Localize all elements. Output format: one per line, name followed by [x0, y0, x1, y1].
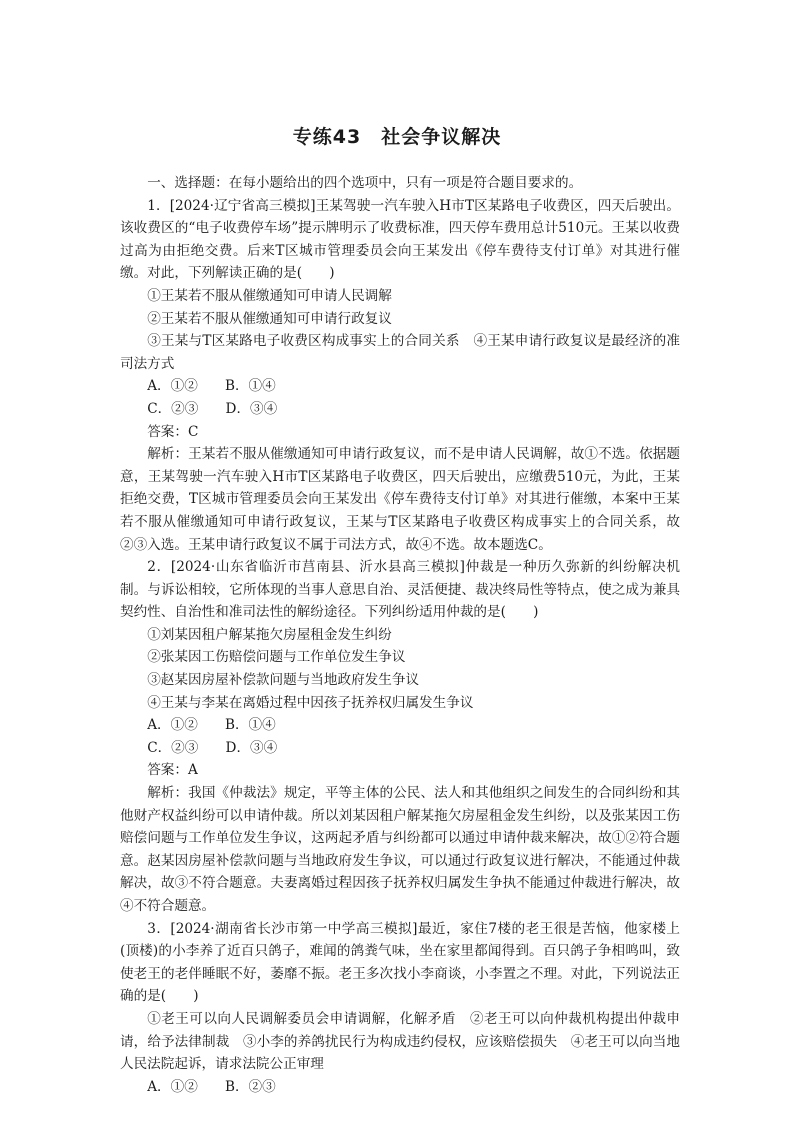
question-2-option: ④王某与李某在离婚过程中因孩子抚养权归属发生争议 — [147, 694, 474, 711]
question-2-stem: 2．[2024·山东省临沂市莒南县、沂水县高三模拟]仲裁是一种历久弥新的纠纷解决机制。与诉讼相较，它所体现的当事人意思自治、灵活便捷、裁决终局性等特点，使之成为兼具契约性、自治性和准司法性的解纷途径。下列纠纷适用仲裁的是( ) — [120, 559, 680, 621]
page-title: 专练43 社会争议解决 — [292, 126, 502, 148]
question-2-option: ②张某因工伤赔偿问题与工作单位发生争议 — [147, 649, 406, 666]
question-2-choices-ab: A．①② B．①④ — [147, 717, 276, 734]
question-1-choices-cd: C．②③ D．③④ — [147, 400, 278, 417]
section-heading: 一、选择题：在每小题给出的四个选项中，只有一项是符合题目要求的。 — [147, 175, 583, 191]
question-3-options: ①老王可以向人民调解委员会申请调解，化解矛盾 ②老王可以向仲裁机构提出仲裁申请，给予法律制裁 ③小李的养鸽扰民行为构成违约侵权，应该赔偿损失 ④老王可以向当地人民法院起诉，请求法院公正审理 — [120, 1010, 680, 1073]
document-body — [120, 172, 680, 1098]
question-1-analysis: 解析：王某若不服从催缴通知可申请行政复议，而不是申请人民调解，故①不选。依据题意，王某驾驶一汽车驶入H市T区某路电子收费区，四天后驶出，应缴费510元，为此，王某拒绝交费，T区城市管理委员会向王某发出《停车费待支付订单》对其进行催缴，本案中王某若不服从催缴通知可申请行政复议，王某与T区某路电子收费区构成事实上的合同关系，故②③入选。王某申请行政复议不属于司法方式，故④不选。故本题选C。 — [120, 446, 680, 553]
question-1-option: ①王某若不服从催缴通知可申请人民调解 — [147, 287, 392, 304]
question-2-answer: 答案：A — [147, 762, 198, 779]
question-1-option: ③王某与T区某路电子收费区构成事实上的合同关系 ④王某申请行政复议是最经济的准司法方式 — [120, 333, 680, 372]
question-2-choices-cd: C．②③ D．③④ — [147, 739, 278, 756]
question-1-answer: 答案：C — [147, 423, 199, 440]
question-2-analysis: 解析：我国《仲裁法》规定，平等主体的公民、法人和其他组织之间发生的合同纠纷和其他财产权益纠纷可以申请仲裁。所以刘某因租户解某拖欠房屋租金发生纠纷，以及张某因工伤赔偿问题与工作单位发生争议，这两起矛盾与纠纷都可以通过申请仲裁来解决，故①②符合题意。赵某因房屋补偿款问题与当地政府发生争议，可以通过行政复议进行解决，不能通过仲裁解决，故③不符合题意。夫妻离婚过程因孩子抚养权归属发生争执不能通过仲裁进行解决，故④不符合题意。 — [120, 785, 680, 914]
question-2-option: ③赵某因房屋补偿款问题与当地政府发生争议 — [147, 672, 420, 689]
question-1-choices-ab: A．①② B．①④ — [147, 378, 276, 395]
question-3-choices-ab: A．①② B．②③ — [147, 1078, 276, 1095]
question-3-stem: 3．[2024·湖南省长沙市第一中学高三模拟]最近，家住7楼的老王很是苦恼，他家楼上(顶楼)的小李养了近百只鸽子，难闻的鸽粪气味，坐在家里都闻得到。百只鸽子争相鸣叫，致使老王的老伴睡眠不好，萎靡不振。老王多次找小李商谈，小李置之不理。对此，下列说法正确的是( ) — [120, 920, 680, 1005]
question-1-option: ②王某若不服从催缴通知可申请行政复议 — [147, 310, 392, 327]
question-2-option: ①刘某因租户解某拖欠房屋租金发生纠纷 — [147, 626, 392, 643]
question-1-stem: 1．[2024·辽宁省高三模拟]王某驾驶一汽车驶入H市T区某路电子收费区，四天后驶出。该收费区的“电子收费停车场”提示牌明示了收费标准，四天停车费用总计510元。王某以收费过高为由拒绝交费。后来T区城市管理委员会向王某发出《停车费待支付订单》对其进行催缴。对此，下列解读正确的是( ) — [120, 197, 680, 282]
